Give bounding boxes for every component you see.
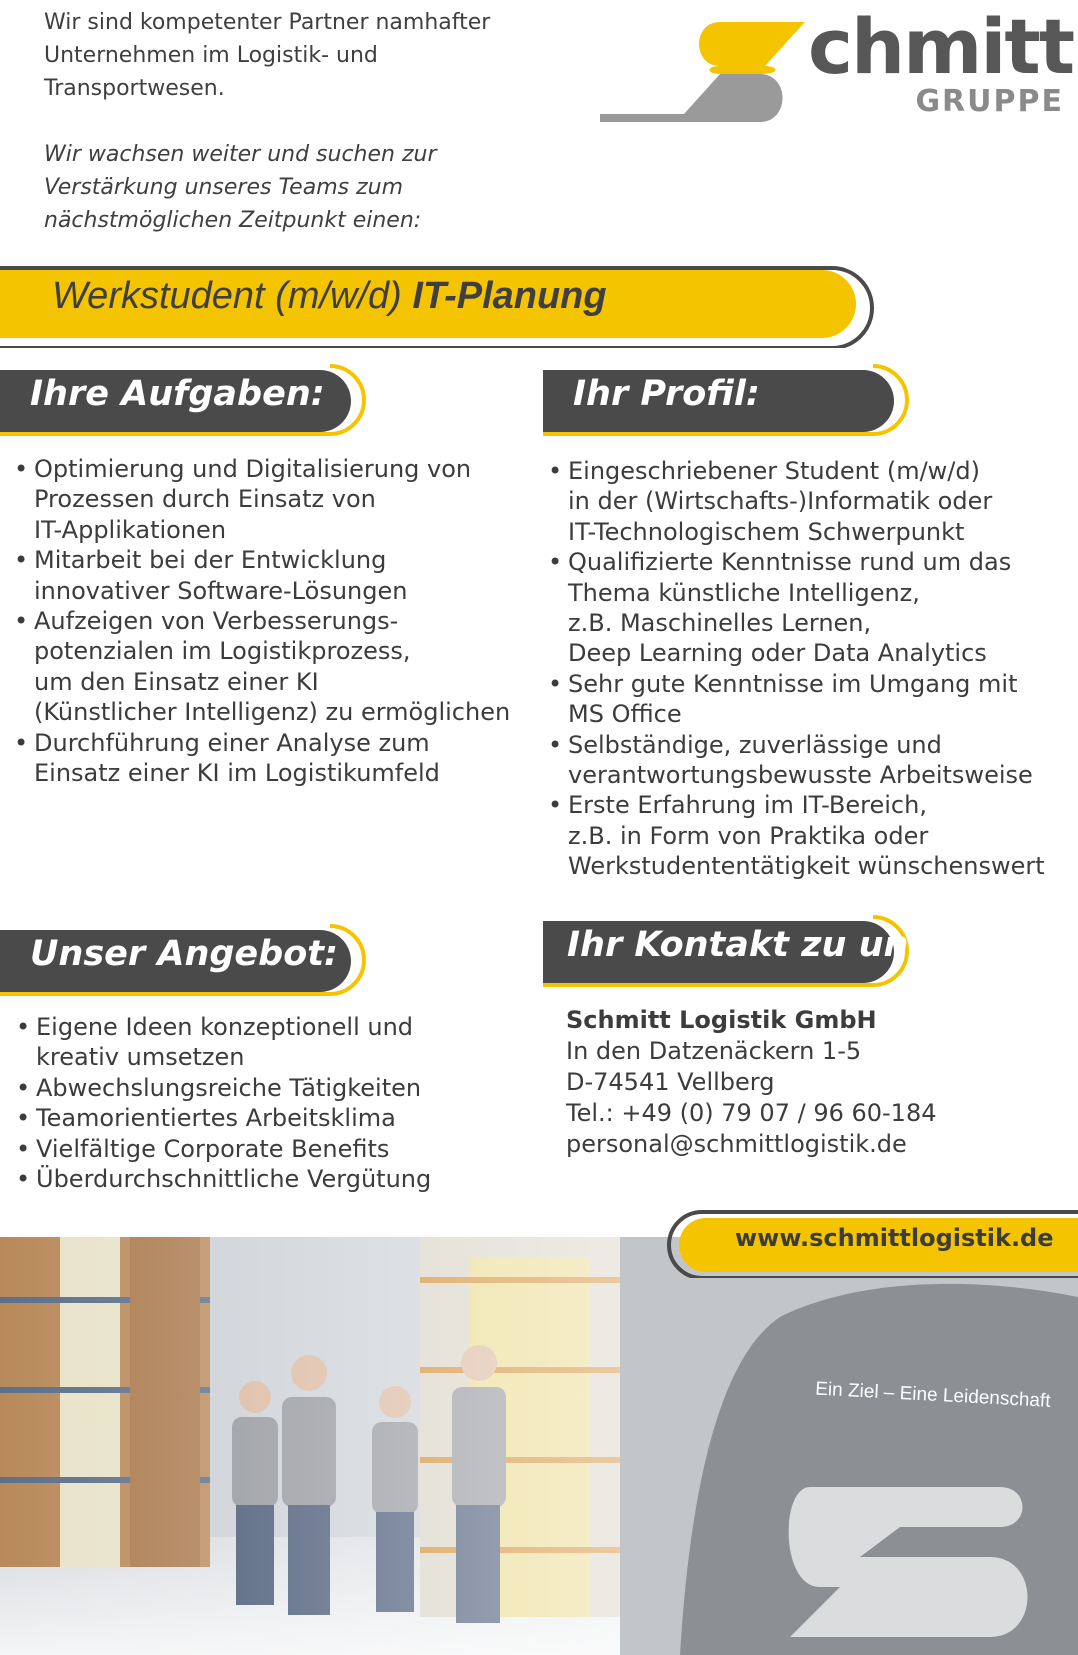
list-item: • Überdurchschnittliche Vergütung xyxy=(16,1164,516,1194)
section-title-angebot: Unser Angebot: xyxy=(30,934,338,974)
intro-paragraph-company: Wir sind kompetenter Partner namhafter Unternehmen im Logistik- und Transportwesen. xyxy=(44,10,491,101)
list-item: • Eingeschriebener Student (m/w/d) in der (Wirtschafts-)Informatik oder IT-Technologischem Schwerpunkt xyxy=(548,456,1073,547)
section-header-angebot xyxy=(0,922,372,998)
schmitt-gruppe-logo xyxy=(600,2,1074,123)
section-title-kontakt: Ihr Kontakt zu uns: xyxy=(567,925,944,965)
schmitt-s-mark-icon xyxy=(600,14,810,124)
section-header-aufgaben xyxy=(0,362,372,438)
list-item: • Durchführung einer Analyse zum Einsatz einer KI im Logistikumfeld xyxy=(14,728,514,789)
list-item: • Abwechslungsreiche Tätigkeiten xyxy=(16,1073,516,1103)
contact-street: In den Datzenäckern 1-5 xyxy=(566,1037,862,1065)
intro-paragraph-hiring: Wir wachsen weiter und suchen zur Verstärkung unseres Teams zum nächstmöglichen Zeitpunkt einen: xyxy=(44,142,437,233)
job-title xyxy=(52,275,607,318)
profil-list xyxy=(548,456,1073,882)
job-title-bold: IT-Planung xyxy=(412,275,607,317)
list-item: • Teamorientiertes Arbeitsklima xyxy=(16,1103,516,1133)
shirt-slogan: Ein Ziel – Eine Leidenschaft xyxy=(814,1378,1052,1412)
section-title-profil: Ihr Profil: xyxy=(573,374,760,414)
list-item: • Aufzeigen von Verbesserungs- potenzialen im Logistikprozess, um den Einsatz einer KI (Künstlicher Intelligenz) zu ermöglichen xyxy=(14,606,514,728)
list-item: • Sehr gute Kenntnisse im Umgang mit MS Office xyxy=(548,669,1073,730)
warehouse-team-photo xyxy=(0,1237,1078,1655)
logo-wordmark: chmitt xyxy=(808,2,1074,91)
aufgaben-list xyxy=(14,454,514,788)
intro-text xyxy=(44,6,564,237)
logo-gruppe: GRUPPE xyxy=(915,84,1064,119)
list-item: • Selbständige, zuverlässige und verantwortungsbewusste Arbeitsweise xyxy=(548,730,1073,791)
list-item: • Eigene Ideen konzeptionell und kreativ umsetzen xyxy=(16,1012,516,1073)
list-item: • Vielfältige Corporate Benefits xyxy=(16,1134,516,1164)
angebot-list xyxy=(16,1012,516,1194)
list-item: • Erste Erfahrung im IT-Bereich, z.B. in Form von Praktika oder Werkstudententätigkeit wünschenswert xyxy=(548,790,1073,881)
section-header-kontakt xyxy=(543,913,944,989)
list-item: • Mitarbeit bei der Entwicklung innovativer Software-Lösungen xyxy=(14,545,514,606)
job-title-regular: Werkstudent (m/w/d) xyxy=(52,275,413,317)
list-item: • Qualifizierte Kenntnisse rund um das Thema künstliche Intelligenz, z.B. Maschinelles Lernen, Deep Learning oder Data Analytics xyxy=(548,547,1073,669)
contact-company: Schmitt Logistik GmbH xyxy=(566,1006,877,1034)
contact-city: D-74541 Vellberg xyxy=(566,1068,775,1096)
warehouse-photo-illustration xyxy=(0,1237,1078,1655)
section-title-aufgaben: Ihre Aufgaben: xyxy=(30,374,325,414)
contact-phone[interactable]: Tel.: +49 (0) 79 07 / 96 60-184 xyxy=(566,1099,937,1127)
contact-email[interactable]: personal@schmittlogistik.de xyxy=(566,1130,907,1158)
list-item: • Optimierung und Digitalisierung von Prozessen durch Einsatz von IT-Applikationen xyxy=(14,454,514,545)
contact-block xyxy=(566,1005,937,1160)
section-header-profil xyxy=(543,362,915,438)
website-link[interactable]: www.schmittlogistik.de xyxy=(735,1224,1054,1252)
